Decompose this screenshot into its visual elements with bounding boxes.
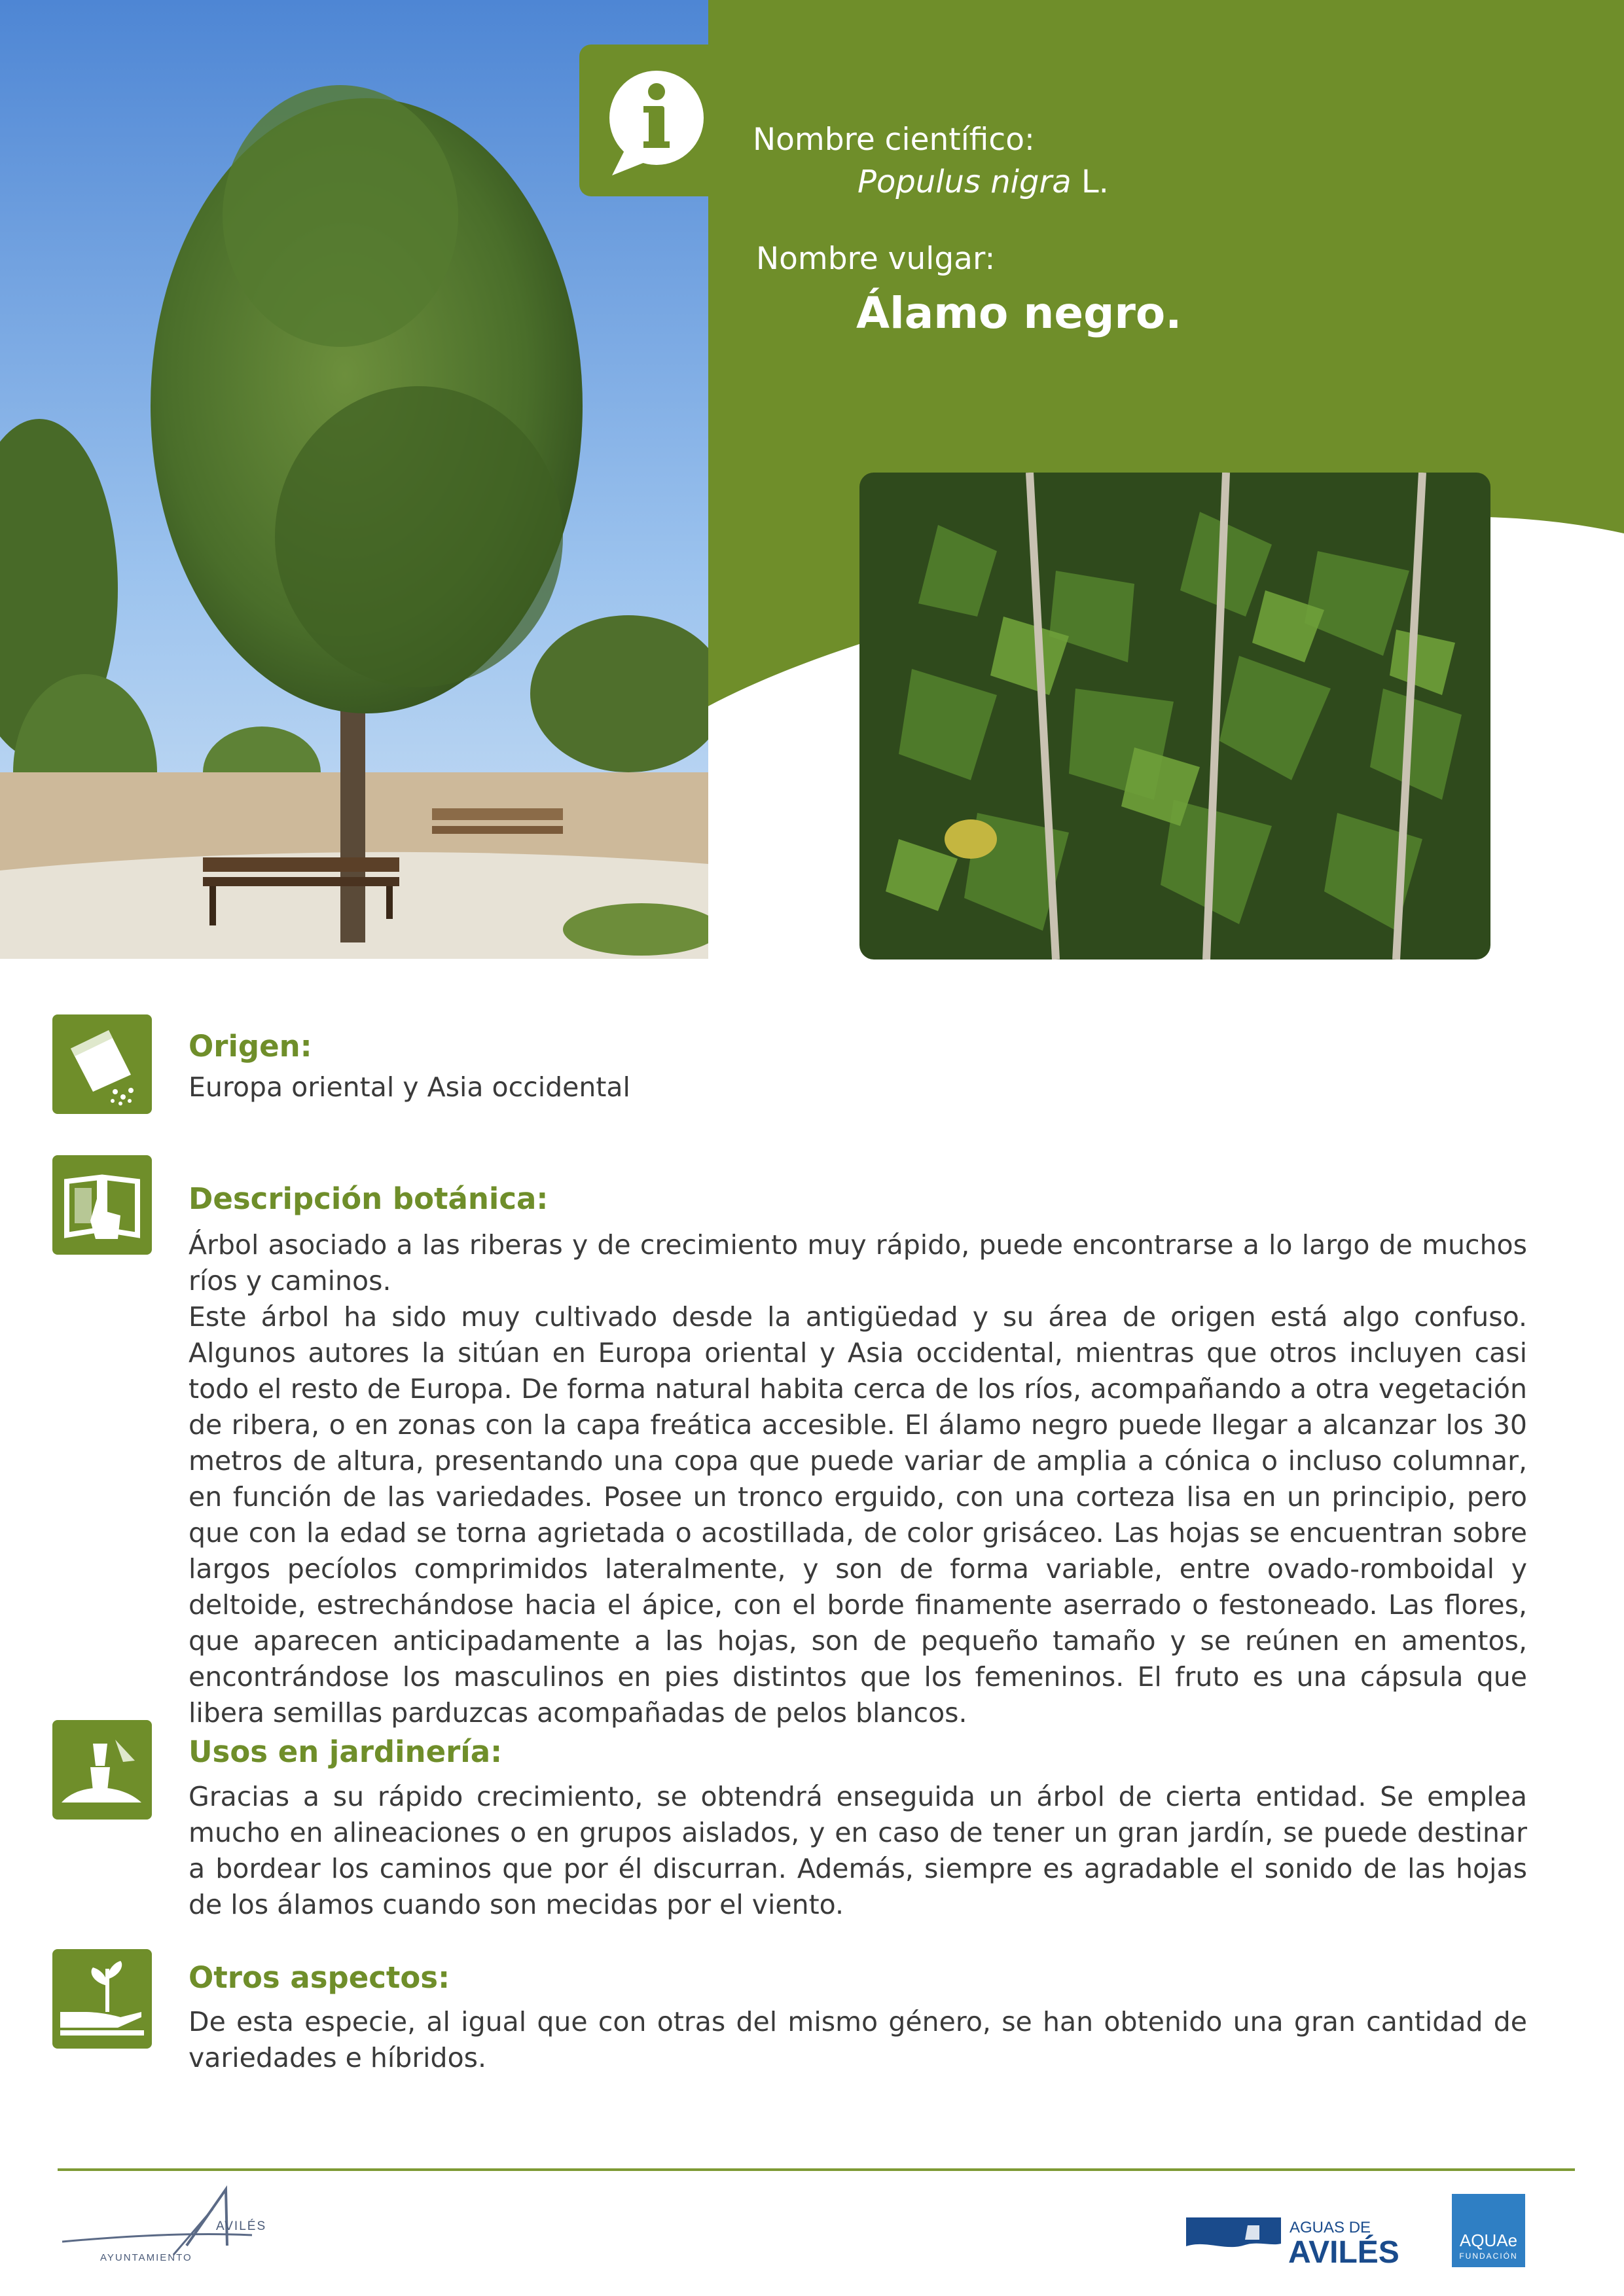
ayuntamiento-word: AVILÉS	[216, 2219, 267, 2233]
aguas-wave-ship-icon	[1186, 2217, 1281, 2270]
scientific-name	[857, 164, 1109, 200]
other-title: Otros aspectos:	[189, 1960, 450, 1995]
other-paragraph: De esta especie, al igual que con otras del mismo género, se han obtenido una gran cantidad de variedades e híbridos.	[189, 2006, 1527, 2073]
common-name: Álamo negro.	[856, 288, 1182, 338]
info-speech-bubble-icon	[579, 45, 748, 196]
common-name-label: Nombre vulgar:	[756, 241, 996, 277]
origin-paragraph: Europa oriental y Asia occidental	[189, 1071, 630, 1103]
botany-paragraph-2: Este árbol ha sido muy cultivado desde la antigüedad y su área de origen está algo confuso. Algunos autores la sitúan en Europa oriental y Asia occidental, mientras que otros incluyen casi todo el resto de Europa. De forma natural habita cerca de los ríos, acompañando a otra vegetación de ribera, o en zonas con la capa freática accesible. El álamo negro puede llegar a alcanzar los 30 metros de altura, presentando una copa que puede variar de amplia a cónica o incluso columnar, en función de las variedades. Posee un tronco erguido, con una corteza lisa en un principio, pero que con la edad se torna agrietada o acostillada, de color grisáceo. Las hojas se encuentran sobre largos pecíolos comprimidos lateralmente, y son de forma variable, entre ovado-romboidal y deltoide, estrechándose hacia el ápice, con el borde finamente aserrado o festoneado. Las flores, que aparecen anticipadamente a las hojas, son de pequeño tamaño y se reúnen en amentos, encontrándose los masculinos en pies distintos que los femeninos. El fruto es una cápsula que libera semillas parduzcas acompañadas de pelos blancos.	[189, 1301, 1527, 1729]
other-section-icon	[52, 1949, 152, 2049]
aguas-bottom-text: AVILÉS	[1288, 2235, 1399, 2270]
aguas-top-text: AGUAS DE	[1290, 2219, 1371, 2236]
hand-sprout-icon	[52, 1949, 152, 2049]
botany-text	[189, 1227, 1527, 1731]
trowel-soil-icon	[52, 1720, 152, 1820]
aquae-logo	[1452, 2194, 1525, 2267]
scientific-genus-species: Populus nigra	[857, 164, 1072, 200]
footer-divider	[58, 2168, 1575, 2171]
seed-packet-icon	[52, 1014, 152, 1114]
ayuntamiento-logo	[56, 2183, 272, 2268]
origin-text	[189, 1069, 1527, 1105]
book-hand-icon	[52, 1155, 152, 1255]
aquae-sub: FUNDACIÓN	[1459, 2251, 1518, 2261]
info-badge	[579, 45, 748, 196]
botany-section-icon	[52, 1155, 152, 1255]
leaf-photo	[859, 473, 1490, 960]
scientific-author: L.	[1081, 164, 1109, 200]
gardening-title: Usos en jardinería:	[189, 1734, 503, 1769]
gardening-section-icon	[52, 1720, 152, 1820]
scientific-name-label: Nombre científico:	[753, 122, 1035, 158]
aguas-de-aviles-logo	[1186, 2217, 1410, 2270]
aquae-word: AQUAe	[1459, 2231, 1518, 2250]
gardening-text	[189, 1779, 1527, 1923]
ayuntamiento-sub: AYUNTAMIENTO	[100, 2252, 192, 2263]
gardening-paragraph: Gracias a su rápido crecimiento, se obtendrá enseguida un árbol de cierta entidad. Se emplea mucho en alineaciones o en grupos aislados, y en caso de tener un gran jardín, se puede destinar a bordear los caminos que por él discurran. Además, siempre es agradable el sonido de las hojas de los álamos cuando son mecidas por el viento.	[189, 1781, 1527, 1920]
other-text	[189, 2004, 1527, 2076]
origin-section-icon	[52, 1014, 152, 1114]
origin-title: Origen:	[189, 1029, 312, 1064]
botany-paragraph-1: Árbol asociado a las riberas y de crecimiento muy rápido, puede encontrarse a lo largo de muchos ríos y caminos.	[189, 1229, 1527, 1297]
botany-title: Descripción botánica:	[189, 1181, 549, 1216]
